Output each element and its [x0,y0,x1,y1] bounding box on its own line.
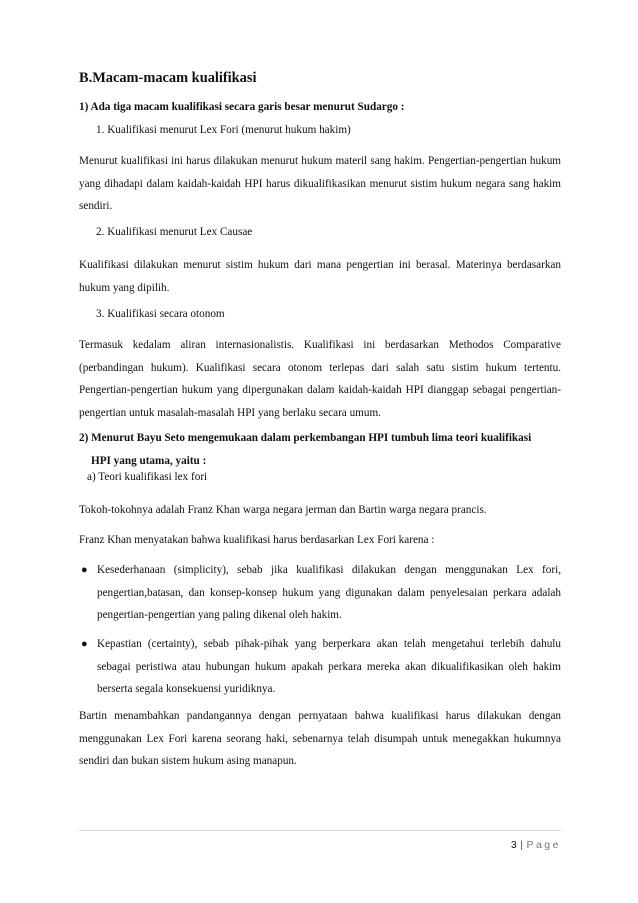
paragraph-tokoh: Tokoh-tokohnya adalah Franz Khan warga negara jerman dan Bartin warga negara prancis. [79,504,487,516]
footer-separator: | [520,839,524,851]
page-footer [511,839,561,851]
item-2-body: Kualifikasi dilakukan menurut sistim hukum dari mana pengertian ini berasal. Materinya berdasarkan hukum yang dipilih. [79,259,561,294]
bullet-text-simplicity: Kesederhanaan (simplicity), sebab jika kualifikasi dilakukan dengan menggunakan Lex fori, pengertian,batasan, dan konsep-konsep hukum yang digunakan dalam penyelesaian perkara adalah pengertian-pengertian yang paling dikenal oleh hakim. [97,564,561,621]
point-1-heading: 1) Ada tiga macam kualifikasi secara garis besar menurut Sudargo : [79,101,405,113]
page-label: Page [526,839,561,851]
section-title: B.Macam-macam kualifikasi [79,70,257,86]
item-2-title: 2. Kualifikasi menurut Lex Causae [96,226,253,238]
item-1-title: 1. Kualifikasi menurut Lex Fori (menurut hukum hakim) [96,124,351,136]
item-3-title: 3. Kualifikasi secara otonom [96,308,225,320]
footer-divider [79,830,561,831]
item-3-body: Termasuk kedalam aliran internasionalistis. Kualifikasi ini berdasarkan Methodos Comparative (perbandingan hukum). Kualifikasi secara otonom terlepas dari salah satu sistim hukum tertentu. Pengertian-pengertian hukum yang dipergunakan dalam kaidah-kaidah HPI dianggap sebagai pengertian-pengertian untuk masalah-masalah HPI yang berlaku secara umum. [79,339,561,419]
paragraph-bartin: Bartin menambahkan pandangannya dengan pernyataan bahwa kualifikasi harus dilakukan dengan menggunakan Lex Fori karena seorang haki, sebenarnya telah disumpah untuk menegakkan hukumnya sendiri dan bukan sistem hukum asing manapun. [79,710,561,767]
bullet-text-certainty: Kepastian (certainty), sebab pihak-pihak yang berperkara akan telah mengetahui terlebih dahulu sebagai peristiwa atau hubungan hukum apakah perkara mereka akan dikualifikasikan oleh hakim berserta segala konsekuensi yuridiknya. [97,638,561,695]
bullet-dot-icon: ● [81,638,88,650]
item-1-body: Menurut kualifikasi ini harus dilakukan menurut hukum materil sang hakim. Pengertian-pengertian hukum yang dihadapi dalam kaidah-kaidah HPI harus dikualifikasikan menurut sistim hukum negara sang hakim sendiri. [79,155,561,212]
bullet-dot-icon: ● [81,564,88,576]
point-2-heading-line2: HPI yang utama, yaitu : [91,455,207,467]
paragraph-franz-khan: Franz Khan menyatakan bahwa kualifikasi harus berdasarkan Lex Fori karena : [79,534,435,546]
sub-item-a: a) Teori kualifikasi lex fori [87,471,208,483]
page-number: 3 [510,839,518,851]
point-2-heading-line1: 2) Menurut Bayu Seto mengemukaan dalam perkembangan HPI tumbuh lima teori kualifikasi [79,432,532,444]
